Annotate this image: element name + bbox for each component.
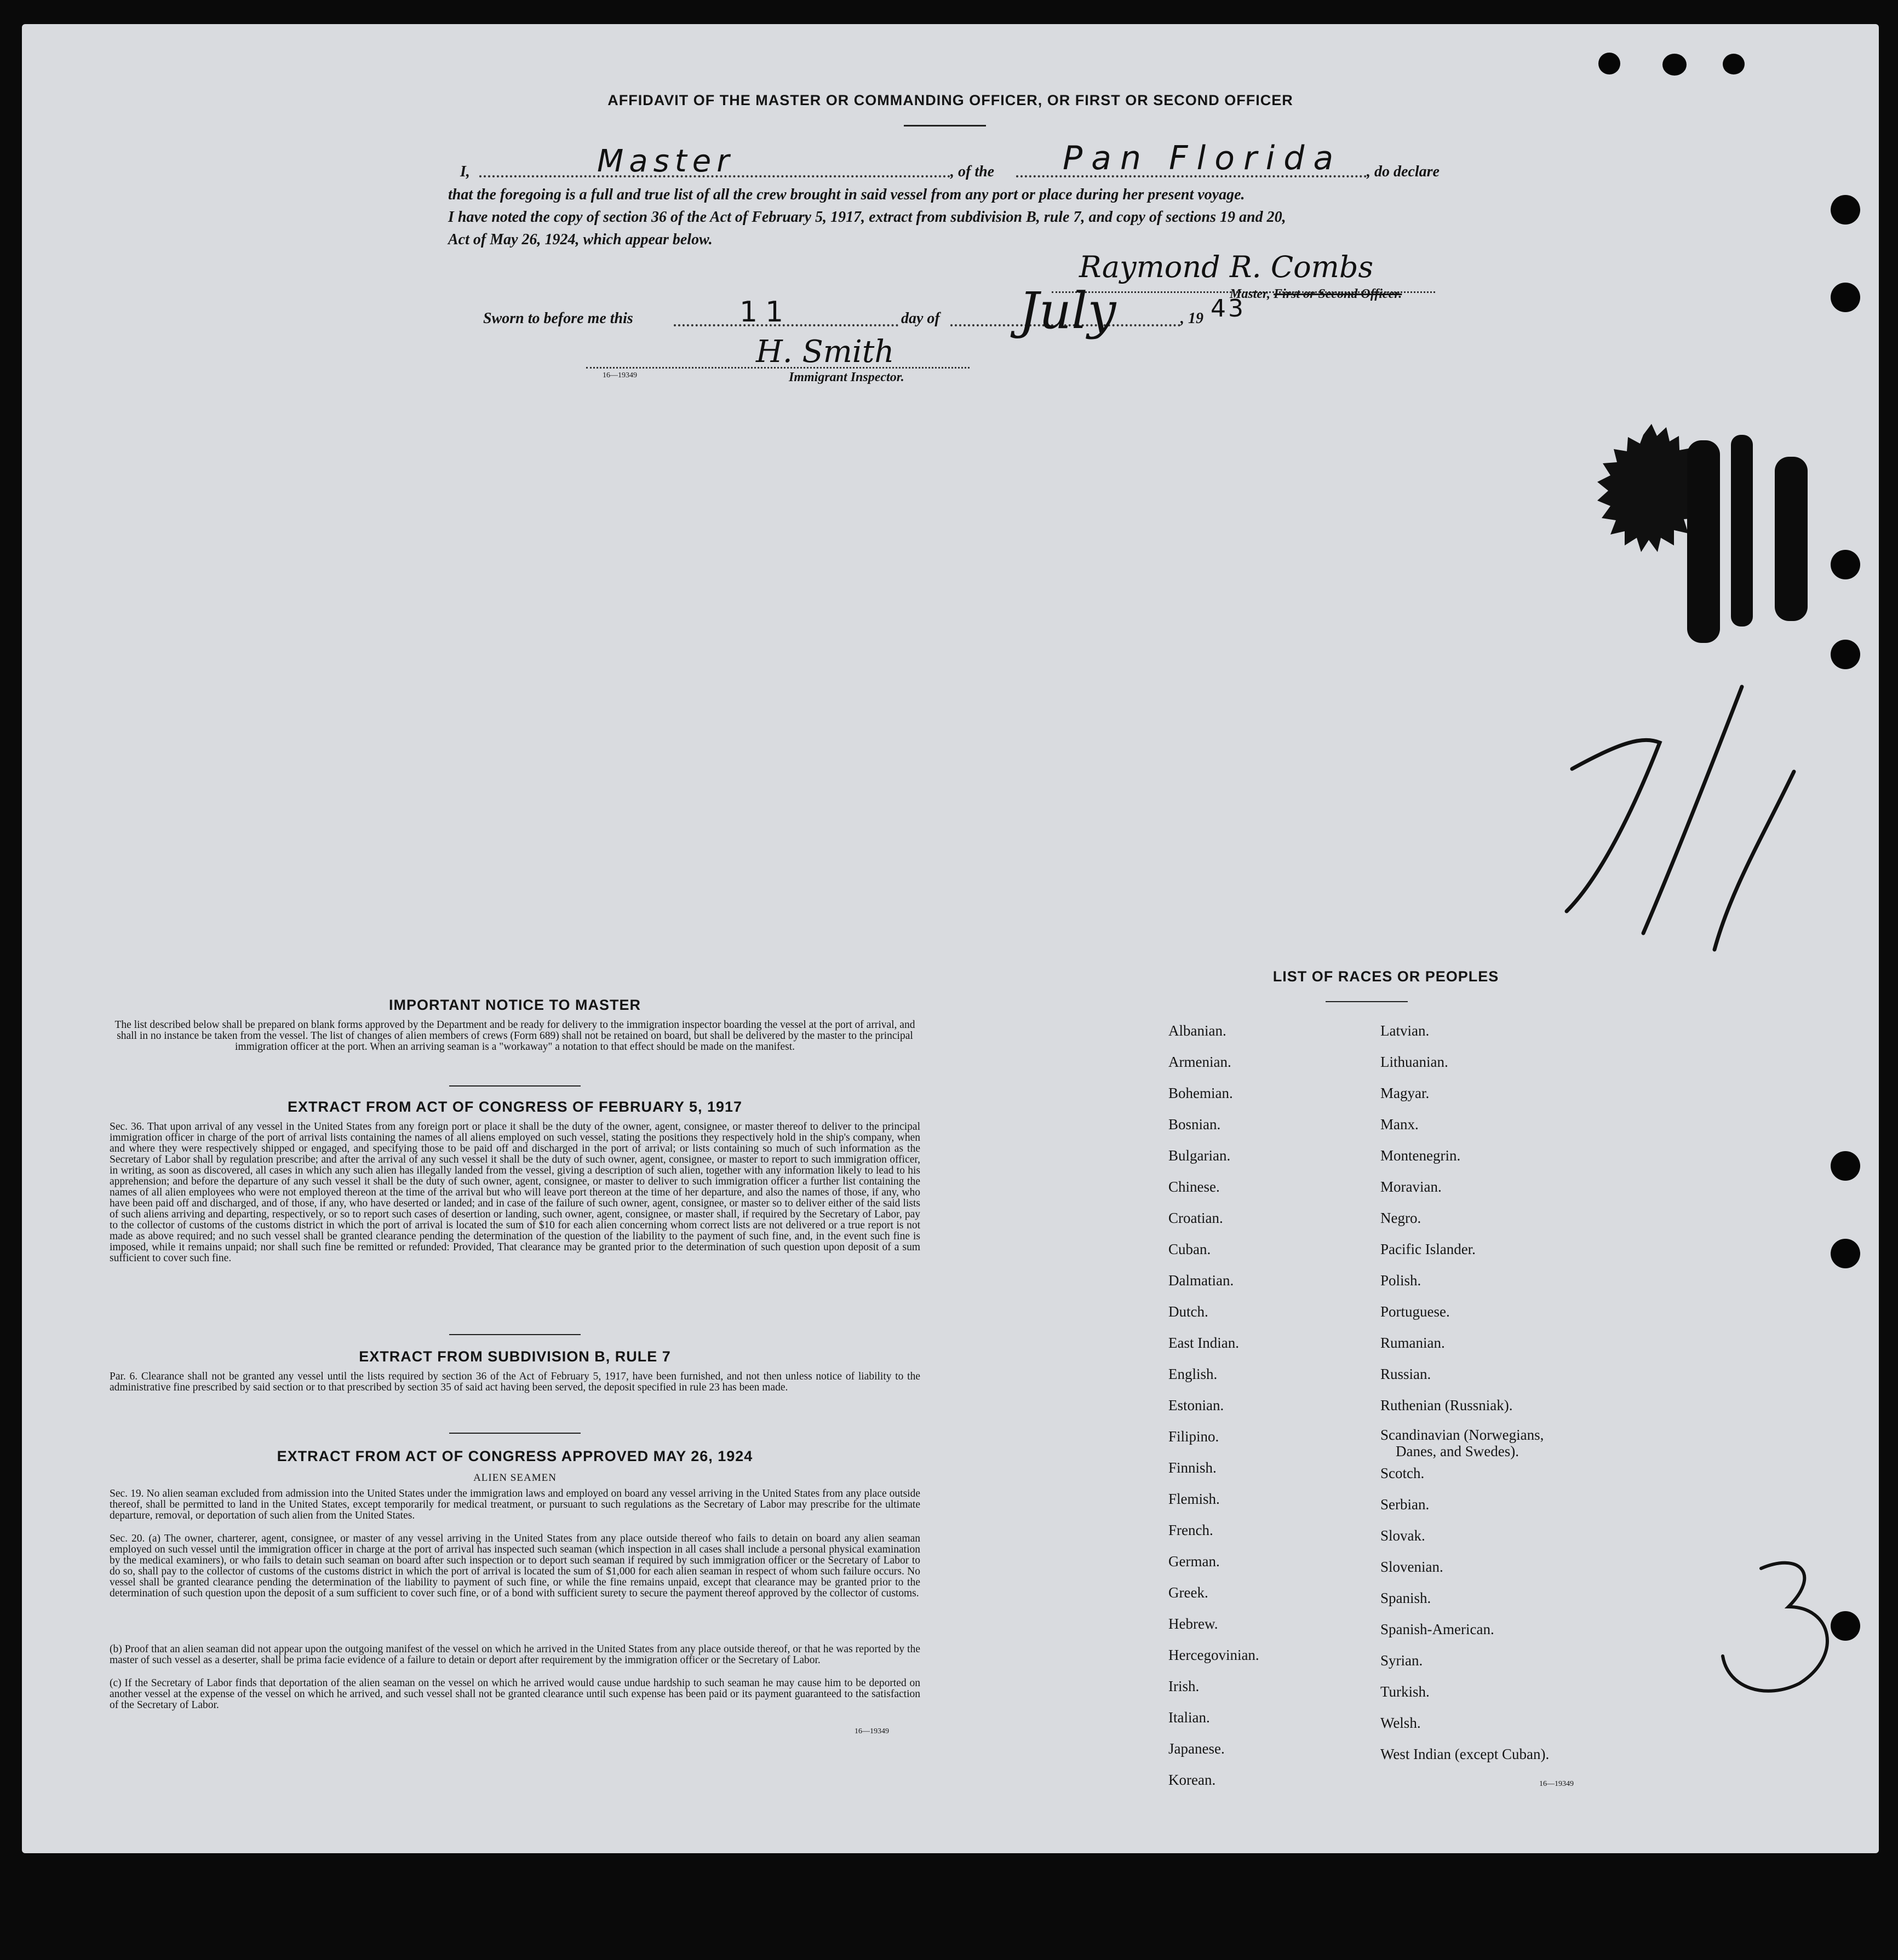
punch-hole	[1831, 1239, 1860, 1268]
race-item: Chinese.	[1168, 1179, 1220, 1195]
race-item: Finnish.	[1168, 1459, 1217, 1476]
inspector-caption: Immigrant Inspector.	[789, 370, 904, 384]
race-item: Portuguese.	[1380, 1303, 1450, 1320]
extract-rule7-title: EXTRACT FROM SUBDIVISION B, RULE 7	[359, 1348, 671, 1365]
punch-hole	[1831, 195, 1860, 225]
divider	[904, 125, 986, 127]
race-item: Dutch.	[1168, 1303, 1208, 1320]
extract-1917-body: Sec. 36. That upon arrival of any vessel in the United States from any foreign port or place it shall be the duty of the owner, agent, consignee, or master thereof to deliver to the principal immigration officer in charge of the port of arrival lists containing the names of all aliens employed on such vessel, stating the positions they respectively hold in the ship's company, when and where they were respectively shipped or engaged, and specifying those to be paid off and discharged in the port of arrival; or lists containing so much of such information as the Secretary of Labor shall by regulation prescribe; and after the arrival of any such vessel it shall be the duty of such owner, agent, consignee, or master to report to such immigration officer, in writing, as soon as discovered, all cases in which any such alien has illegally landed from the vessel, giving a description of such alien, together with any information likely to lead to his apprehension; and before the departure of any such vessel it shall be the duty of such owner, agent, consignee, or master to deliver to such immigration officer a further list containing the names of all alien employees who were not employed thereon at the time of the arrival but who will leave port thereon at the time of her departure, and also the names of those, if any, who have been paid off and discharged, and of those, if any, who have deserted or landed; and in case of the failure of such owner, agent, consignee, or master so to deliver either of the said lists of such aliens arriving and departing, respectively, or so to report such cases of desertion or landing, such owner, agent, consignee, or master shall, if required by the Secretary of Labor, pay to the collector of customs of the customs district in which the port of arrival is located the sum of $10 for each alien concerning whom correct lists are not delivered or a true report is not made as above required; and no such vessel shall be granted clearance pending the determination of the question of the liability to the payment of such fine, and, in the event such fine is imposed, while it remains unpaid; nor shall such fine be remitted or refunded: Provided, That clearance may be granted prior to the determination of such question upon deposit of a sum sufficient to cover such fine.	[110, 1121, 920, 1264]
race-item: Cuban.	[1168, 1241, 1211, 1257]
notice-title: IMPORTANT NOTICE TO MASTER	[389, 997, 641, 1013]
master-caption-kept: Master,	[1230, 287, 1271, 301]
affidavit-title: AFFIDAVIT OF THE MASTER OR COMMANDING OFFICER, OR FIRST OR SECOND OFFICER	[607, 92, 1293, 108]
notary-seal	[1567, 418, 1830, 654]
race-item: Korean.	[1168, 1772, 1216, 1788]
do-declare-label: , do declare	[1367, 163, 1440, 180]
race-item: Bosnian.	[1168, 1116, 1221, 1133]
affidavit-body-line2: I have noted the copy of section 36 of the Act of February 5, 1917, extract from subdivision B, rule 7, and copy of sections 19 and 20,	[448, 209, 1286, 226]
master-handwritten[interactable]: Master	[597, 143, 735, 179]
race-item: Croatian.	[1168, 1210, 1223, 1226]
race-item: Moravian.	[1380, 1179, 1442, 1195]
year-prefix: , 19	[1180, 310, 1203, 327]
race-item: Polish.	[1380, 1272, 1421, 1289]
extract-form-number: 16—19349	[855, 1727, 889, 1735]
race-item: Russian.	[1380, 1366, 1431, 1382]
notice-body: The list described below shall be prepared on blank forms approved by the Department and be ready for delivery to the immigration inspector boarding the vessel at the port of arrival, and shall in no instance be taken from the vessel. The list of changes of alien members of crews (Form 689) shall not be retained on board, but shall be delivered by the master to the principal immigration officer at the port. When an arriving seaman is a "workaway" a notation to that effect should be made on the manifest.	[114, 1019, 915, 1053]
divider	[449, 1433, 581, 1434]
race-item: West Indian (except Cuban).	[1380, 1746, 1550, 1762]
race-item: Greek.	[1168, 1584, 1208, 1601]
affidavit-body-line3: Act of May 26, 1924, which appear below.	[448, 231, 713, 248]
divider	[449, 1085, 581, 1087]
race-item: Filipino.	[1168, 1428, 1219, 1445]
punch-hole	[1662, 54, 1687, 76]
race-item-line1: Scandinavian (Norwegians,	[1380, 1427, 1544, 1443]
extract-1924-subtitle: ALIEN SEAMEN	[473, 1472, 557, 1484]
race-item: East Indian.	[1168, 1335, 1239, 1351]
race-item: Dalmatian.	[1168, 1272, 1234, 1289]
race-item: Slovenian.	[1380, 1559, 1443, 1575]
sworn-label: Sworn to before me this	[483, 310, 633, 327]
race-item: Italian.	[1168, 1709, 1210, 1726]
divider	[449, 1334, 581, 1335]
master-caption-struck: First or Second Officer.	[1274, 287, 1402, 301]
race-item: Serbian.	[1380, 1496, 1430, 1513]
race-item: Scotch.	[1380, 1465, 1425, 1481]
race-item: German.	[1168, 1553, 1220, 1570]
master-signature[interactable]: Raymond R. Combs	[1079, 250, 1374, 284]
month-handwritten[interactable]: July	[1019, 281, 1116, 340]
of-the-label: , of the	[950, 163, 995, 180]
year-handwritten[interactable]: 43	[1211, 295, 1246, 323]
extract-1924-sec20b: (b) Proof that an alien seaman did not appear upon the outgoing manifest of the vessel on which he arrived in the United States from any place outside thereof, or that he was reported by the master of such vessel as a deserter, shall be prima facie evidence of a failure to detain or deport after requirement by the immigration officer or the Secretary of Labor.	[110, 1643, 920, 1666]
affidavit-i-label: I,	[460, 163, 470, 180]
punch-hole	[1831, 640, 1860, 669]
extract-1917-title: EXTRACT FROM ACT OF CONGRESS OF FEBRUARY 5, 1917	[287, 1099, 743, 1115]
extract-1924-sec20a: Sec. 20. (a) The owner, charterer, agent, consignee, or master of any vessel arriving in the United States from any place outside thereof who fails to detain on board any alien seaman employed on such vessel until the immigration officer in charge at the port of arrival has inspected such seaman (which inspection in all cases shall include a personal physical examination by the medical examiners), or who fails to detain such seaman on board after such inspection or to deport such seaman if required by such immigration officer or the Secretary of Labor to do so, shall pay to the collector of customs of the customs district in which the port of arrival is located the sum of $1,000 for each alien seaman in respect of whom such failure occurs. No vessel shall be granted clearance pending the determination of the liability to payment of such fine, or while the fine remains unpaid, except that clearance may be granted prior to the determination of such question upon the deposit of a sum sufficient to cover such fine, or of a bond with sufficient surety to secure the payment thereof approved by the collector of customs.	[110, 1533, 920, 1599]
race-item: Bohemian.	[1168, 1085, 1233, 1101]
extract-1924-sec20c: (c) If the Secretary of Labor finds that deportation of the alien seaman on the vessel on which he arrived would cause undue hardship to such seaman he may cause him to be deported on another vessel at the expense of the vessel on which he arrived, and such vessel shall not be granted clearance until such expense has been paid or its payment guaranteed to the satisfaction of the Secretary of Labor.	[110, 1677, 920, 1711]
punch-hole	[1598, 53, 1620, 74]
race-item: Manx.	[1380, 1116, 1419, 1133]
inspector-signature[interactable]: H. Smith	[756, 334, 894, 370]
extract-1924-title: EXTRACT FROM ACT OF CONGRESS APPROVED MAY 26, 1924	[277, 1448, 753, 1464]
race-item	[1380, 1421, 1549, 1458]
races-right-list	[1380, 1015, 1549, 1770]
race-item: Armenian.	[1168, 1054, 1231, 1070]
races-left-list	[1168, 1015, 1259, 1796]
punch-hole	[1831, 550, 1860, 579]
race-item: Syrian.	[1380, 1652, 1423, 1669]
race-item: Rumanian.	[1380, 1335, 1445, 1351]
race-item: Ruthenian (Russniak).	[1380, 1397, 1513, 1413]
race-item: Irish.	[1168, 1678, 1200, 1694]
race-item: Hebrew.	[1168, 1616, 1218, 1632]
race-item: Pacific Islander.	[1380, 1241, 1476, 1257]
race-item: Flemish.	[1168, 1491, 1220, 1507]
punch-hole	[1831, 283, 1860, 312]
master-caption	[1230, 287, 1402, 302]
race-item: Lithuanian.	[1380, 1054, 1448, 1070]
race-item: Montenegrin.	[1380, 1147, 1461, 1164]
divider	[1326, 1001, 1408, 1002]
race-item: Negro.	[1380, 1210, 1421, 1226]
affidavit-body-line1: that the foregoing is a full and true list of all the crew brought in said vessel from any port or place during her present voyage.	[448, 186, 1245, 203]
race-item: Turkish.	[1380, 1683, 1430, 1700]
punch-hole	[1723, 54, 1745, 74]
manifest-page	[22, 24, 1879, 1853]
race-item: Albanian.	[1168, 1022, 1226, 1039]
day-of-label: day of	[901, 310, 940, 327]
punch-hole	[1831, 1151, 1860, 1181]
extract-1924-sec19: Sec. 19. No alien seaman excluded from admission into the United States under the immigration laws and employed on board any vessel arriving in the United States from any place outside thereof, shall be permitted to land in the United States, except temporarily for medical treatment, or pursuant to such regulations as the Secretary of Labor may prescribe for the ultimate departure, removal, or deportation of such alien from the United States.	[110, 1488, 920, 1521]
race-item: Welsh.	[1380, 1715, 1421, 1731]
affidavit-form-number: 16—19349	[603, 371, 637, 380]
extract-rule7-body: Par. 6. Clearance shall not be granted any vessel until the lists required by section 36 of the Act of February 5, 1917, have been furnished, and not then unless notice of liability to the administrative fine prescribed by said section or to that prescribed by section 35 of said act having been served, the deposit specified in rule 23 has been made.	[110, 1371, 920, 1393]
races-title: LIST OF RACES OR PEOPLES	[1272, 968, 1499, 985]
race-item: Hercegovinian.	[1168, 1647, 1259, 1663]
race-item: French.	[1168, 1522, 1213, 1538]
race-item: Latvian.	[1380, 1022, 1430, 1039]
race-item: Spanish-American.	[1380, 1621, 1494, 1637]
race-item: English.	[1168, 1366, 1218, 1382]
race-item: Bulgarian.	[1168, 1147, 1231, 1164]
day-handwritten[interactable]: 11	[739, 296, 792, 329]
races-form-number: 16—19349	[1539, 1780, 1574, 1788]
race-item-line2: Danes, and Swedes).	[1396, 1443, 1519, 1459]
race-item: Estonian.	[1168, 1397, 1224, 1413]
race-item: Japanese.	[1168, 1740, 1225, 1757]
race-item: Slovak.	[1380, 1527, 1425, 1544]
race-item: Magyar.	[1380, 1085, 1430, 1101]
race-item: Spanish.	[1380, 1590, 1431, 1606]
tally-annotation	[1534, 681, 1819, 955]
page-number-annotation	[1695, 1541, 1838, 1705]
vessel-handwritten[interactable]: Pan Florida	[1063, 139, 1343, 177]
